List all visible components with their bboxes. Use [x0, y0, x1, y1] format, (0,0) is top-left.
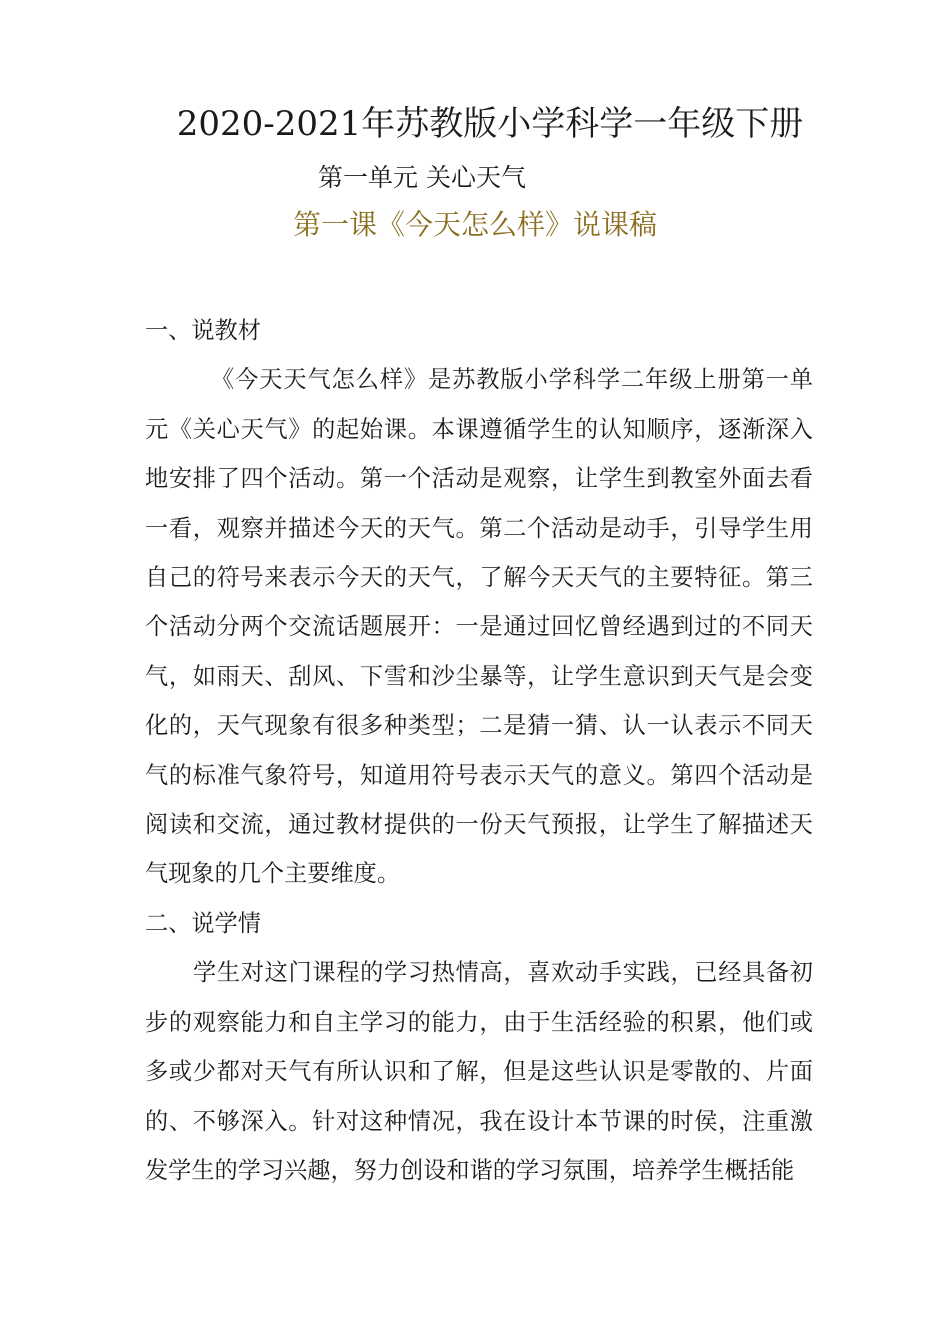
section-heading-teaching-material: 一、说教材 [145, 317, 261, 344]
section-paragraph-student-analysis: 学生对这门课程的学习热情高，喜欢动手实践，已经具备初步的观察能力和自主学习的能力，由于生活经验的积累，他们或多或少都对天气有所认识和了解，但是这些认识是零散的、片面的、不够深入。针对这种情况，我在设计本节课的时侯，注重激发学生的学习兴趣，努力创设和谐的学习氛围，培养学生概括能 [145, 959, 813, 1184]
document-body [145, 306, 813, 1195]
lesson-title: 第一课《今天怎么样》说课稿 [292, 208, 657, 241]
section-heading-student-analysis: 二、说学情 [145, 909, 261, 937]
document-title: 2020-2021年苏教版小学科学一年级下册 [176, 104, 804, 144]
section-paragraph-teaching-material: 《今天天气怎么样》是苏教版小学科学二年级上册第一单元《关心天气》的起始课。本课遵循学生的认知顺序，逐渐深入地安排了四个活动。第一个活动是观察，让学生到教室外面去看一看，观察并描述今天的天气。第二个活动是动手，引导学生用自己的符号来表示今天的天气，了解今天天气的主要特征。第三个活动分两个交流话题展开：一是通过回忆曾经遇到过的不同天气，如雨天、刮风、下雪和沙尘暴等，让学生意识到天气是会变化的，天气现象有很多种类型；二是猜一猜、认一认表示不同天气的标准气象符号，知道用符号表示天气的意义。第四个活动是阅读和交流，通过教材提供的一份天气预报，让学生了解描述天气现象的几个主要维度。 [145, 366, 813, 888]
unit-title: 第一单元 关心天气 [318, 163, 526, 192]
